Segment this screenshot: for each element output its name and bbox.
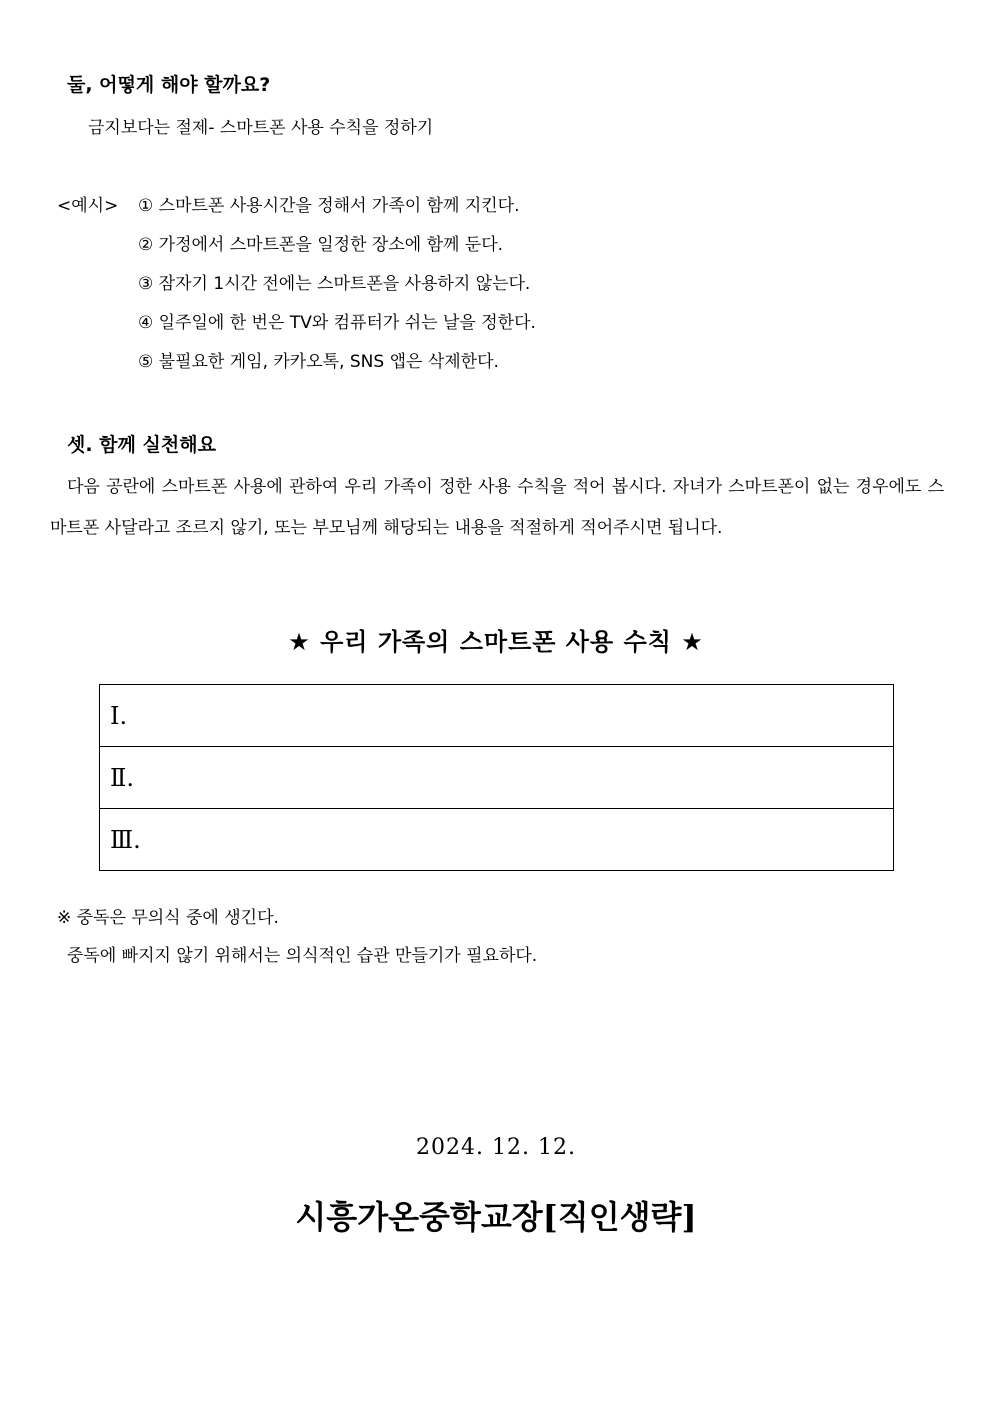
section3-heading: 셋. 함께 실천해요 <box>67 434 216 456</box>
rules-table <box>99 684 894 871</box>
rule-cell-2[interactable]: Ⅱ. <box>100 747 894 809</box>
signer-name: 시흥가온중학교장[직인생략] <box>295 1198 697 1236</box>
instruction-text: 다음 공란에 스마트폰 사용에 관하여 우리 가족이 정한 사용 수칙을 적어 봅시다. 자녀가 스마트폰이 없는 경우에도 스마트폰 사달라고 조르지 않기, 또는 부모님께 해당되는 내용을 적절하게 적어주시면 됩니다. <box>50 477 944 538</box>
rules-title: ★ 우리 가족의 스마트폰 사용 수칙 ★ <box>288 628 704 656</box>
example-item: ⑤ 불필요한 게임, 카카오톡, SNS 앱은 삭제한다. <box>138 352 499 372</box>
table-row <box>100 685 894 747</box>
document-date: 2024. 12. 12. <box>416 1135 576 1160</box>
example-item: ④ 일주일에 한 번은 TV와 컴퓨터가 쉬는 날을 정한다. <box>138 313 536 333</box>
rule-cell-3[interactable]: Ⅲ. <box>100 809 894 871</box>
rule-cell-1[interactable]: Ⅰ. <box>100 685 894 747</box>
section2-heading: 둘, 어떻게 해야 할까요? <box>67 74 271 96</box>
example-item: ③ 잠자기 1시간 전에는 스마트폰을 사용하지 않는다. <box>138 274 531 294</box>
example-item: ② 가정에서 스마트폰을 일정한 장소에 함께 둔다. <box>138 235 504 255</box>
table-row <box>100 747 894 809</box>
example-item: ① 스마트폰 사용시간을 정해서 가족이 함께 지킨다. <box>138 196 520 216</box>
note-line-2: 중독에 빠지지 않기 위해서는 의식적인 습관 만들기가 필요하다. <box>67 946 538 966</box>
note-line-1: ※ 중독은 무의식 중에 생긴다. <box>57 908 279 928</box>
table-row <box>100 809 894 871</box>
section2-subheading: 금지보다는 절제- 스마트폰 사용 수칙을 정하기 <box>88 118 434 138</box>
section3-paragraph <box>50 467 944 549</box>
examples-label: <예시> <box>57 196 119 216</box>
